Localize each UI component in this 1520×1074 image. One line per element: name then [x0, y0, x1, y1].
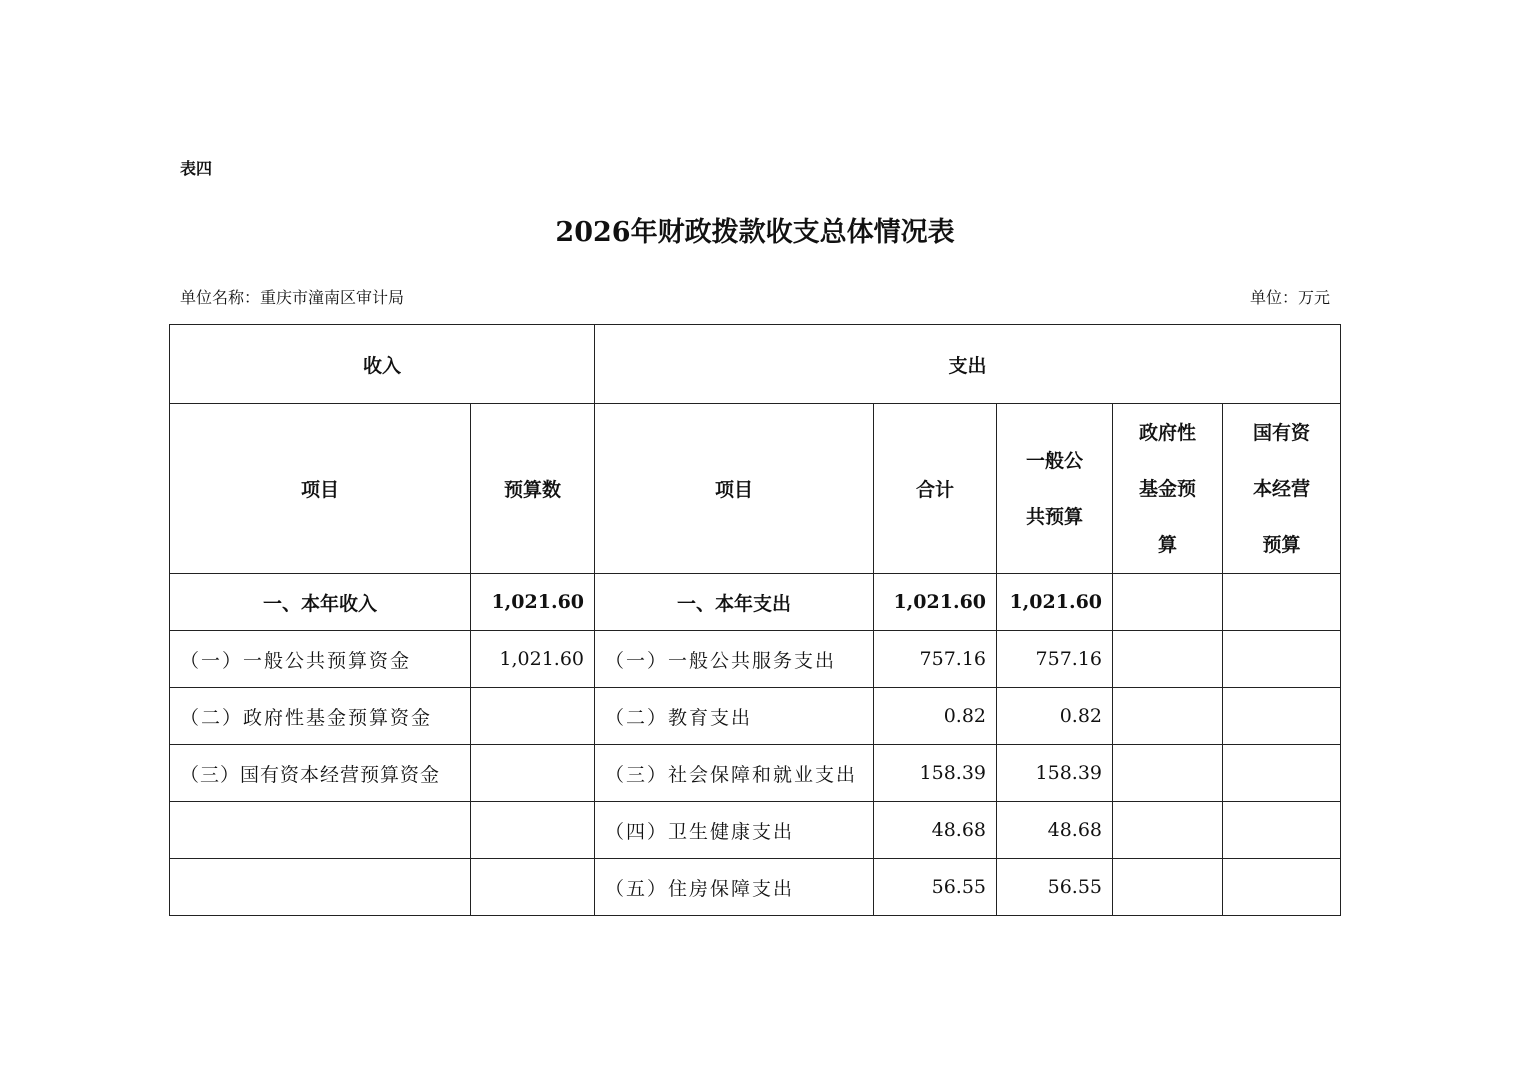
income-budget-cell [471, 859, 595, 916]
total-cell: 1,021.60 [874, 574, 997, 631]
total-cell: 757.16 [874, 631, 997, 688]
gov-fund-cell [1113, 574, 1223, 631]
income-item-header: 项目 [170, 404, 471, 574]
unit-name: 单位名称：重庆市潼南区审计局 [180, 288, 405, 307]
table-row [170, 859, 1341, 916]
general-public-header-line: 一般公 [1026, 449, 1084, 472]
total-cell: 0.82 [874, 688, 997, 745]
state-capital-cell [1223, 802, 1341, 859]
total-header: 合计 [874, 404, 997, 574]
income-budget-cell [471, 802, 595, 859]
general-public-header-line: 共预算 [1026, 505, 1084, 528]
general-public-header [997, 404, 1113, 574]
table-row [170, 745, 1341, 802]
income-budget-cell [471, 688, 595, 745]
income-budget-cell [471, 745, 595, 802]
table-label: 表四 [180, 159, 213, 178]
state-capital-cell [1223, 688, 1341, 745]
expense-item-cell: （三）社会保障和就业支出 [595, 745, 874, 802]
state-capital-header-line: 国有资 [1253, 421, 1311, 444]
state-capital-cell [1223, 631, 1341, 688]
income-item-cell [170, 859, 471, 916]
general-public-cell: 757.16 [997, 631, 1113, 688]
gov-fund-cell [1113, 745, 1223, 802]
table-row [170, 688, 1341, 745]
expense-item-cell: 一、本年支出 [595, 574, 874, 631]
state-capital-header-line: 本经营 [1253, 477, 1311, 500]
unit-label: 单位：万元 [1249, 288, 1330, 307]
header-row-top [170, 325, 1341, 404]
state-capital-cell [1223, 745, 1341, 802]
general-public-cell: 158.39 [997, 745, 1113, 802]
state-capital-header-line: 预算 [1262, 533, 1301, 556]
expense-item-cell: （二）教育支出 [595, 688, 874, 745]
header-row-columns [170, 404, 1341, 574]
table-row [170, 802, 1341, 859]
budget-table [169, 324, 1341, 916]
expense-item-cell: （五）住房保障支出 [595, 859, 874, 916]
income-item-cell: （二）政府性基金预算资金 [170, 688, 471, 745]
gov-fund-header [1113, 404, 1223, 574]
gov-fund-header-line: 基金预 [1139, 477, 1197, 500]
income-budget-header: 预算数 [471, 404, 595, 574]
income-item-cell: （一）一般公共预算资金 [170, 631, 471, 688]
gov-fund-cell [1113, 859, 1223, 916]
gov-fund-cell [1113, 802, 1223, 859]
general-public-cell: 48.68 [997, 802, 1113, 859]
total-cell: 158.39 [874, 745, 997, 802]
income-budget-cell: 1,021.60 [471, 574, 595, 631]
income-header: 收入 [170, 325, 595, 404]
total-cell: 48.68 [874, 802, 997, 859]
income-budget-cell: 1,021.60 [471, 631, 595, 688]
gov-fund-header-line: 算 [1158, 533, 1178, 556]
income-item-cell: 一、本年收入 [170, 574, 471, 631]
expense-item-header: 项目 [595, 404, 874, 574]
state-capital-header [1223, 404, 1341, 574]
state-capital-cell [1223, 859, 1341, 916]
expense-header: 支出 [595, 325, 1341, 404]
general-public-cell: 1,021.60 [997, 574, 1113, 631]
total-cell: 56.55 [874, 859, 997, 916]
gov-fund-cell [1113, 631, 1223, 688]
gov-fund-cell [1113, 688, 1223, 745]
page-title: 2026年财政拨款收支总体情况表 [555, 217, 955, 248]
general-public-cell: 56.55 [997, 859, 1113, 916]
gov-fund-header-line: 政府性 [1139, 421, 1197, 444]
expense-item-cell: （一）一般公共服务支出 [595, 631, 874, 688]
state-capital-cell [1223, 574, 1341, 631]
expense-item-cell: （四）卫生健康支出 [595, 802, 874, 859]
table-row [170, 631, 1341, 688]
income-item-cell [170, 802, 471, 859]
table-row [170, 574, 1341, 631]
income-item-cell: （三）国有资本经营预算资金 [170, 745, 471, 802]
general-public-cell: 0.82 [997, 688, 1113, 745]
